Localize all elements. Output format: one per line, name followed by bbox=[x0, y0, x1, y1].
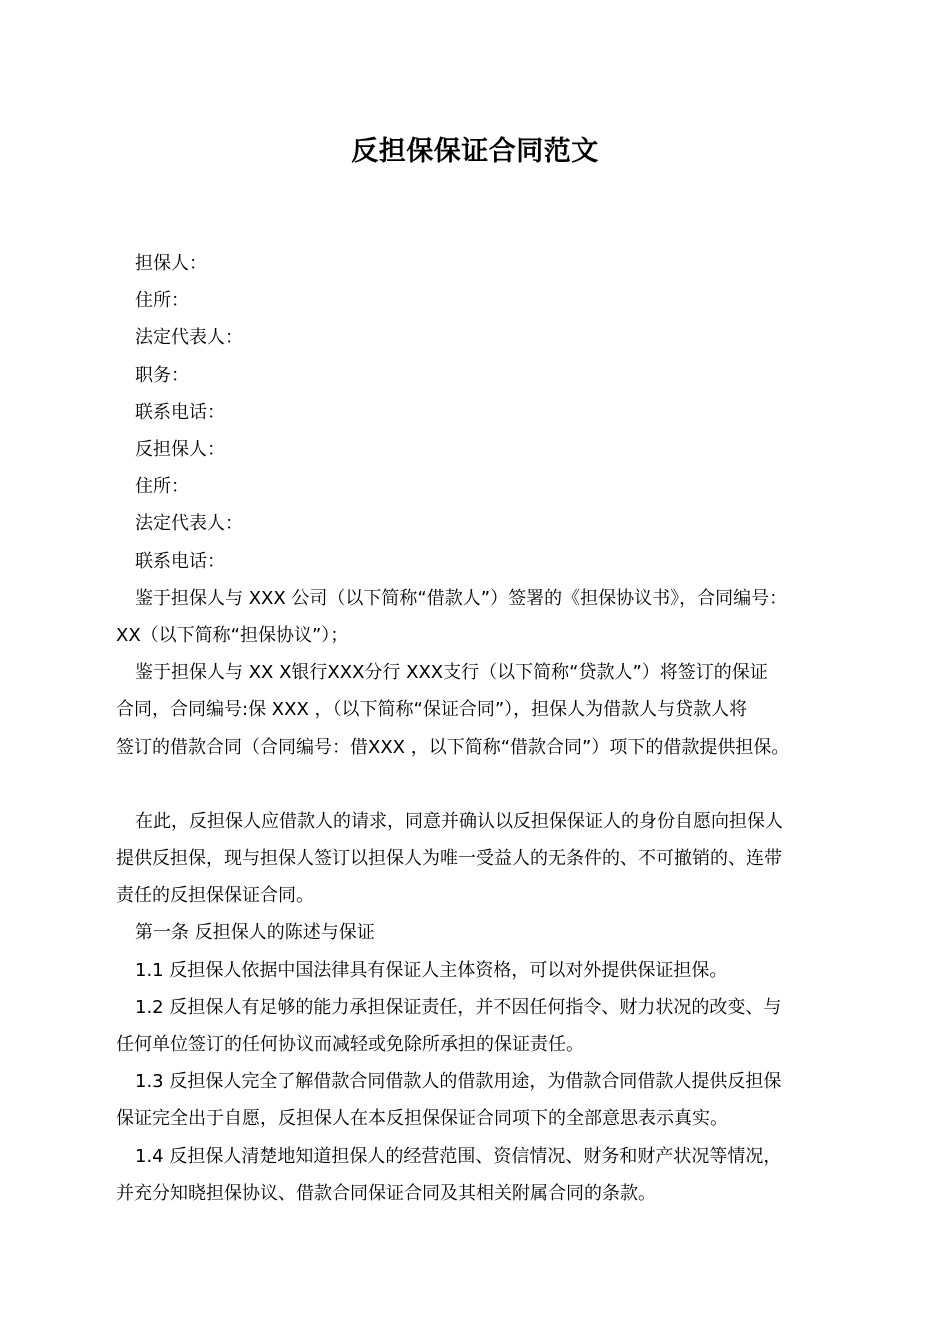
body-line: 住所： bbox=[135, 290, 189, 312]
body-line: 签订的借款合同（合同编号：借XXX ，以下简称“借款合同”）项下的借款提供担保。 bbox=[116, 736, 790, 758]
body-line: 担保人： bbox=[135, 253, 207, 274]
document-title: 反担保保证合同范文 bbox=[351, 136, 599, 167]
body-line: 在此，反担保人应借款人的请求，同意并确认以反担保保证人的身份自愿向担保人 bbox=[135, 810, 783, 832]
body-line: 1.3 反担保人完全了解借款合同借款人的借款用途，为借款合同借款人提供反担保 bbox=[135, 1071, 782, 1093]
body-line: 责任的反担保保证合同。 bbox=[116, 885, 314, 907]
body-line: 提供反担保，现与担保人签订以担保人为唯一受益人的无条件的、不可撤销的、连带 bbox=[116, 848, 782, 870]
body-line: 保证完全出于自愿，反担保人在本反担保保证合同项下的全部意思表示真实。 bbox=[116, 1108, 728, 1130]
document-body bbox=[116, 245, 856, 1212]
body-line: 并充分知晓担保协议、借款合同保证合同及其相关附属合同的条款。 bbox=[116, 1182, 656, 1204]
body-line: 鉴于担保人与 XXX 公司（以下简称“借款人”）签署的《担保协议书》，合同编号： bbox=[135, 587, 788, 609]
body-line: 1.1 反担保人依据中国法律具有保证人主体资格，可以对外提供保证担保。 bbox=[135, 959, 728, 981]
body-line: 任何单位签订的任何协议而减轻或免除所承担的保证责任。 bbox=[116, 1034, 584, 1056]
body-line: 1.2 反担保人有足够的能力承担保证责任，并不因任何指令、财力状况的改变、与 bbox=[135, 996, 782, 1018]
body-line: 合同，合同编号:保 XXX ，（以下简称“保证合同”），担保人为借款人与贷款人将 bbox=[116, 699, 748, 721]
body-line: 法定代表人： bbox=[135, 513, 243, 535]
body-line: 住所： bbox=[135, 476, 189, 498]
body-line: 联系电话： bbox=[135, 550, 225, 572]
paragraph-spacer bbox=[116, 766, 856, 803]
body-line: 第一条 反担保人的陈述与保证 bbox=[135, 922, 375, 944]
body-line: 法定代表人： bbox=[135, 327, 243, 349]
body-line: 反担保人： bbox=[135, 439, 225, 461]
body-line: 职务： bbox=[135, 364, 189, 386]
body-line: XX（以下简称“担保协议”）； bbox=[116, 625, 349, 647]
body-line: 联系电话： bbox=[135, 401, 225, 423]
body-line: 鉴于担保人与 XX X银行XXX分行 XXX支行（以下简称“贷款人”）将签订的保证 bbox=[135, 662, 768, 684]
body-line: 1.4 反担保人清楚地知道担保人的经营范围、资信情况、财务和财产状况等情况， bbox=[135, 1145, 782, 1167]
